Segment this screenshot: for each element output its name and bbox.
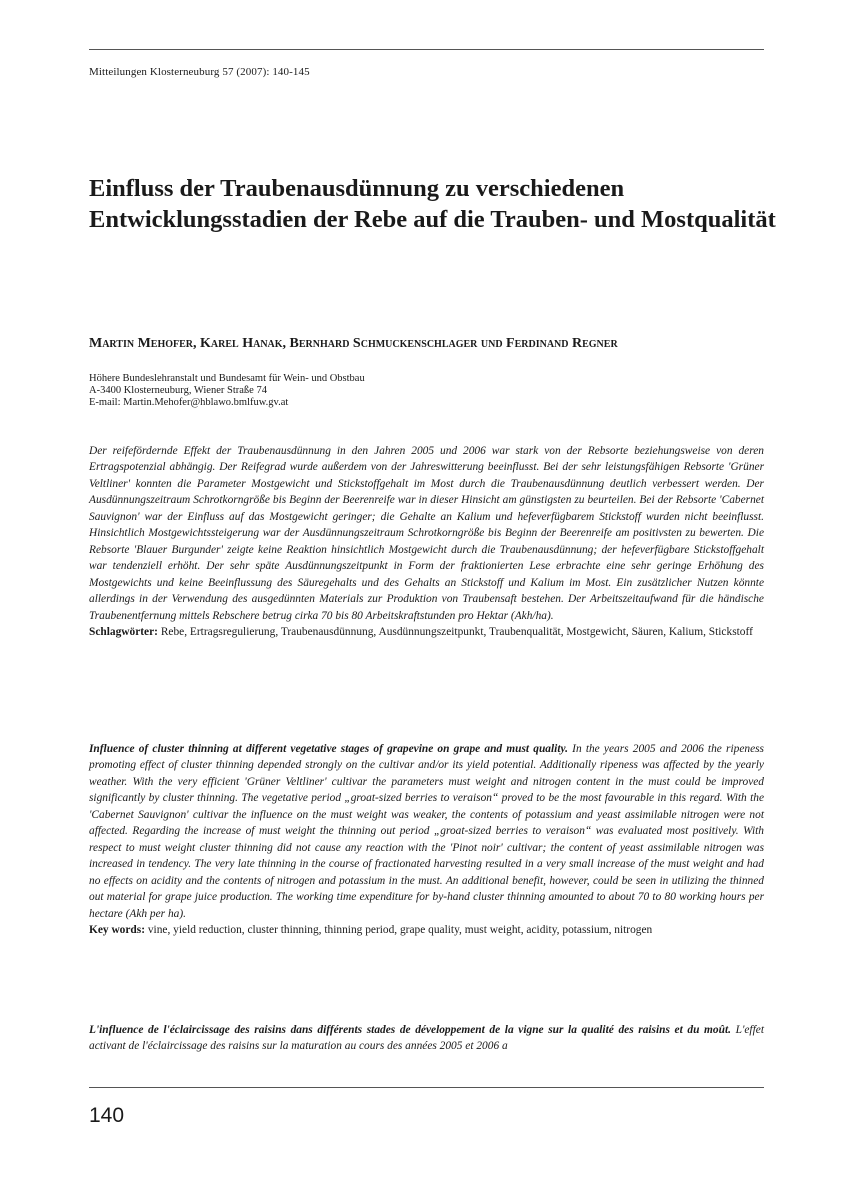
abstract-french-heading: L'influence de l'éclaircissage des raisins dans différents stades de développement de la vigne sur la qualité des raisins et du moût. xyxy=(89,1024,731,1036)
affiliation xyxy=(89,373,365,409)
affiliation-email[interactable]: E-mail: Martin.Mehofer@hblawo.bmlfuw.gv.at xyxy=(89,397,289,408)
keywords-german: Rebe, Ertragsregulierung, Traubenausdünnung, Ausdünnungszeitpunkt, Traubenqualität, Mostgewicht, Säuren, Kalium, Stickstoff xyxy=(160,625,753,638)
keywords-english-label: Key words: xyxy=(89,923,145,936)
abstract-french-text: L'effet activant de l'éclaircissage des raisins sur la maturation au cours des années 2005 et 2006 a xyxy=(89,1024,764,1053)
header-rule xyxy=(89,49,764,50)
author-list: Martin Mehofer, Karel Hanak, Bernhard Schmuckenschlager und Ferdinand Regner xyxy=(89,336,618,351)
abstract-german-text: Der reifefördernde Effekt der Traubenausdünnung in den Jahren 2005 und 2006 war stark von der Rebsorte beziehungsweise von deren Ertragspotenzial abhängig. Der Reifegrad wurde außerdem von der Jahreswitterung beeinflusst. Bei der sehr leistungsfähigen Rebsorte 'Grüner Veltliner' konnten die Parameter Mostgewicht und Stickstoffgehalt im Most durch die Traubenausdünnung deutlich verbessert werden. Der Ausdünnungszeitraum Schrotkorngröße bis Beginn der Beerenreife war in dieser Hinsicht am günstigsten zu beurteilen. Bei der Rebsorte 'Cabernet Sauvignon' war der Einfluss auf das Mostgewicht geringer; die Gehalte an Kalium und hefeverfügbarem Stickstoff wurden nicht beeinflusst. Hinsichtlich Mostgewichtssteigerung war der Ausdünnungszeitraum Schrotkorngröße bis Beginn der Beerenreife am positivsten zu bewerten. Die Rebsorte 'Blauer Burgunder' zeigte keine Reaktion hinsichtlich Mostgewicht durch die Traubenausdünnung; der hefeverfügbare Stickstoffgehalt war tendenziell erhöht. Der sehr späte Ausdünnungszeitpunkt in Form der fraktionierten Lese erbrachte eine sehr geringe Erhöhung des Mostgewichts und keine Beeinflussung des Säuregehalts und des Gehalts an Stickstoff und Kalium im Most. Ein zusätzlicher Nutzen könnte allerdings in der Verwendung des ausgedünnten Materials zur Produktion von Traubensaft bestehen. Der Arbeitszeitaufwand für die händische Traubenentfernung mittels Rebschere betrug cirka 70 bis 80 Arbeitskraftstunden pro Hektar (Akh/ha). xyxy=(89,445,764,622)
abstract-english xyxy=(89,741,764,938)
affiliation-institution: Höhere Bundeslehranstalt und Bundesamt für Wein- und Obstbau xyxy=(89,373,365,384)
footer-rule xyxy=(89,1087,764,1088)
abstract-german xyxy=(89,443,764,640)
keywords-german-label: Schlagwörter: xyxy=(89,625,158,638)
abstract-english-heading: Influence of cluster thinning at different vegetative stages of grapevine on grape and must quality. xyxy=(89,743,568,755)
affiliation-address: A-3400 Klosterneuburg, Wiener Straße 74 xyxy=(89,385,267,396)
abstract-english-text: In the years 2005 and 2006 the ripeness promoting effect of cluster thinning depended strongly on the cultivar and/or its yield potential. Additionally ripeness was affected by the yearly weather. With the very efficient 'Grüner Veltliner' cultivar the parameters must weight and nitrogen content in the must could be improved significantly by cluster thinning. The vegetative period „groat-sized berries to veraison“ proved to be the most favourable in this regard. With the 'Cabernet Sauvignon' cultivar the influence on the must weight was weaker, the contents of potassium and yeast assimilable nitrogen were not affected. Regarding the increase of must weight the thinning out period „groat-sized berries to veraison“ was evaluated most positively. With respect to must weight cluster thinning did not cause any reaction with the 'Pinot noir' cultivar; the content of yeast assimilable nitrogen was increased in tendency. The very late thinning in the course of fractionated harvesting resulted in a very small increase of the must weight and had no effects on acidity and the contents of nitrogen and potassium in the must. An additional benefit, however, could be seen in utilizing the thinned out material for grape juice production. The working time expenditure for by-hand cluster thinning amounted to about 70 to 80 working hours per hectare (Akh per ha). xyxy=(89,743,764,920)
keywords-english: vine, yield reduction, cluster thinning, thinning period, grape quality, must weight, acidity, potassium, nitrogen xyxy=(147,923,653,936)
journal-citation: Mitteilungen Klosterneuburg 57 (2007): 140-145 xyxy=(89,66,310,78)
page-number: 140 xyxy=(89,1104,125,1127)
article-title: Einfluss der Traubenausdünnung zu verschiedenen Entwicklungsstadien der Rebe auf die Trauben- und Mostqualität xyxy=(89,175,776,233)
abstract-french xyxy=(89,1022,764,1055)
